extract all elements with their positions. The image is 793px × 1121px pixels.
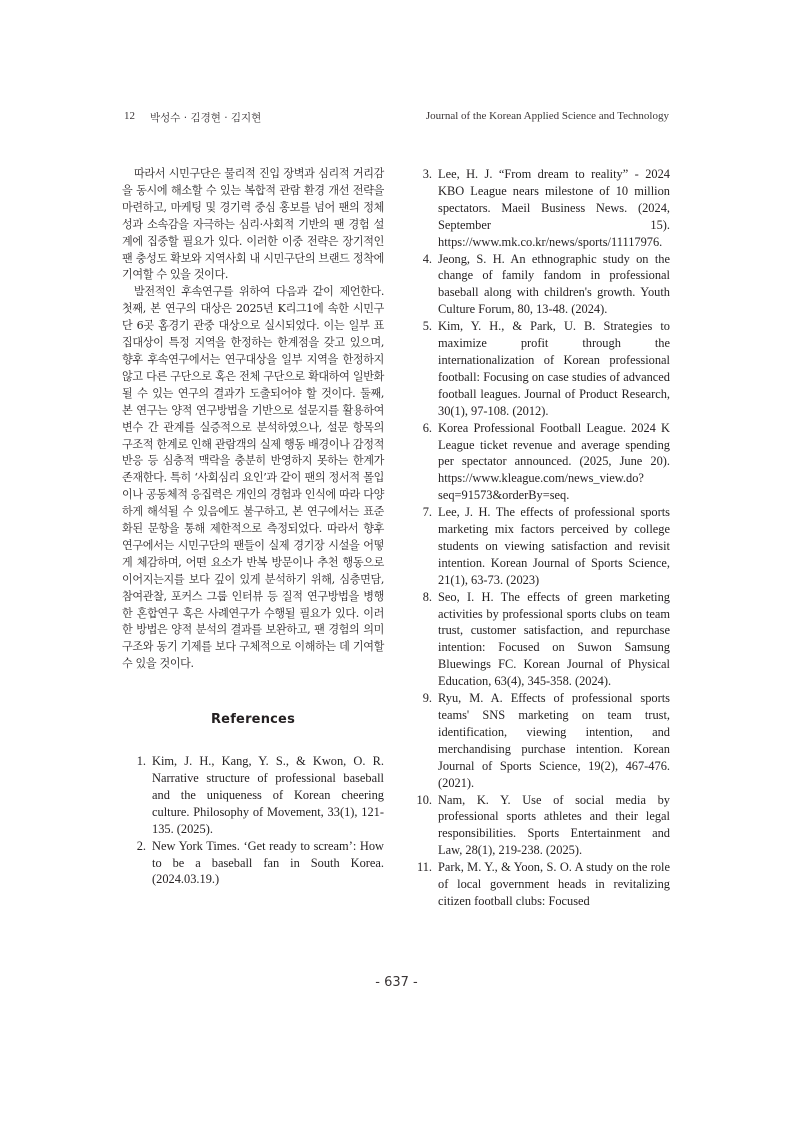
reference-text: Korea Professional Football League. 2024 K League ticket revenue and average spending per spectator announced. (2025, June 20). https://www.kleague.com/news_view.do?seq=91573&orderBy=seq. <box>438 420 670 503</box>
reference-number: 2. <box>136 838 146 853</box>
reference-text: Kim, J. H., Kang, Y. S., & Kwon, O. R. Narrative structure of professional baseball and the uniqueness of Korean cheering culture. Philosophy of Movement, 33(1), 121-135. (2025). <box>152 754 384 836</box>
reference-number: 9. <box>422 691 432 706</box>
reference-item <box>408 859 670 910</box>
reference-number: 6. <box>422 420 432 435</box>
reference-item <box>408 318 670 419</box>
reference-item <box>122 838 384 889</box>
header-journal-title: Journal of the Korean Applied Science and Technology <box>425 110 669 122</box>
body-paragraph-1: 따라서 시민구단은 물리적 진입 장벽과 심리적 거리감을 동시에 해소할 수 있는 복합적 관람 환경 개선 전략을 마련하고, 마케팅 및 경기력 중심 홍보를 넘어 팬의 정체성과 소속감을 자극하는 심리·사회적 기반의 팬 경험 설계에 집중할 필요가 있다. 이러한 이중 전략은 장기적인 팬 충성도 확보와 지역사회 내 시민구단의 브랜드 정착에 기여할 수 있을 것이다. <box>122 167 384 282</box>
reference-number: 3. <box>422 167 432 181</box>
header-page-number: 12 <box>124 110 135 122</box>
reference-item <box>408 589 670 690</box>
body-paragraph-2: 발전적인 후속연구를 위하여 다음과 같이 제언한다. 첫째, 본 연구의 대상은 2025년 K리그1에 속한 시민구단 6곳 홈경기 관중 대상으로 실시되었다. 이는 일부 표집대상이 특정 지역을 한정하는 한계점을 갖고 있으며, 향후 후속연구에서는 연구대상을 일부 지역을 한정하지 않고 다른 구단으로 혹은 전체 구단으로 확대하여 일반화될 수 있는 연구의 결과가 도출되어야 할 것이다. 둘째, 본 연구는 양적 연구방법을 기반으로 설문지를 활용하여 변수 간 관계를 실증적으로 분석하였으나, 설문 항목의 구조적 한계로 인해 관람객의 실제 행동 배경이나 감정적 반응 등 심층적 맥락을 충분히 반영하지 못하는 한계가 존재한다. 특히 ‘사회심리 요인’과 같이 팬의 정서적 몰입이나 공동체적 응집력은 개인의 경험과 인식에 따라 다양하게 해석될 수 있음에도 불구하고, 본 연구에서는 표준화된 문항을 통해 제한적으로 측정되었다. 따라서 향후 연구에서는 시민구단의 팬들이 실제 경기장 시설을 어떻게 체감하며, 어떤 요소가 반복 방문이나 추천 행동으로 이어지는지를 보다 깊이 있게 분석하기 위해, 심층면담, 참여관찰, 포커스 그룹 인터뷰 등 질적 연구방법을 병행한 혼합연구 혹은 사례연구가 수행될 필요가 있다. 이러한 방법은 양적 분석의 결과를 보완하고, 팬 경험의 의미 구조와 동기 기제를 보다 구체적으로 이해하는 데 기여할 수 있을 것이다. <box>122 285 384 671</box>
reference-item <box>408 251 670 319</box>
right-column <box>408 166 670 910</box>
reference-text: Ryu, M. A. Effects of professional sports teams' SNS marketing on team trust, identification, viewing intention, and merchandising purchase intention. Korean Journal of Sports Science, 19(2), 467-476. (2021). <box>438 691 670 790</box>
reference-item <box>408 504 670 589</box>
reference-item <box>408 166 670 251</box>
reference-text: Seo, I. H. The effects of green marketing activities by professional sports clubs on team trust, customer satisfaction, and repurchase intention: Focused on Suwon Samsung Bluewings FC. Korean Journal of Physical Education, 63(4), 345-358. (2024). <box>438 589 670 689</box>
references-list-left <box>122 753 384 888</box>
reference-number: 8. <box>422 589 432 604</box>
reference-number: 7. <box>422 505 432 520</box>
references-heading: References <box>210 712 296 728</box>
reference-number: 4. <box>422 251 432 266</box>
reference-text: New York Times. ‘Get ready to scream’: How to be a baseball fan in South Korea. (2024.03.19.) <box>152 838 384 887</box>
left-column <box>122 166 384 888</box>
header-authors: 박성수 · 김경현 · 김지현 <box>150 112 262 124</box>
page-footer-number: - 637 - <box>375 975 418 990</box>
running-head <box>124 110 669 126</box>
reference-text: Nam, K. Y. Use of social media by professional sports athletes and their legal responsibilities. Sports Entertainment and Law, 28(1), 219-238. (2025). <box>438 792 670 858</box>
reference-text: Kim, Y. H., & Park, U. B. Strategies to maximize profit through the internationalization of Korean professional football: Focusing on case studies of advanced football leagues. Journal of Product Research, 30(1), 97-108. (2012). <box>438 319 670 418</box>
reference-text: Jeong, S. H. An ethnographic study on the change of family fandom in professional baseball along with children's growth. Youth Culture Forum, 80, 13-48. (2024). <box>438 251 670 317</box>
reference-text: Lee, J. H. The effects of professional sports marketing mix factors perceived by college students on viewing satisfaction and revisit intention. Korean Journal of Sports Science, 21(1), 63-73. (2023) <box>438 505 670 587</box>
reference-number: 1. <box>136 754 146 769</box>
reference-text: Lee, H. J. “From dream to reality” - 2024 KBO League nears milestone of 10 million spectators. Maeil Business News. (2024, September 15). https://www.mk.co.kr/news/sports/11117976. <box>438 167 670 249</box>
reference-item <box>122 753 384 838</box>
reference-number: 11. <box>416 860 432 875</box>
reference-text: Park, M. Y., & Yoon, S. O. A study on the role of local government heads in revitalizing citizen football clubs: Focused <box>438 860 670 908</box>
reference-number: 10. <box>416 792 432 807</box>
reference-number: 5. <box>422 319 432 334</box>
reference-item <box>408 690 670 791</box>
reference-item <box>408 420 670 505</box>
reference-item <box>408 792 670 860</box>
references-list-right <box>408 166 670 910</box>
